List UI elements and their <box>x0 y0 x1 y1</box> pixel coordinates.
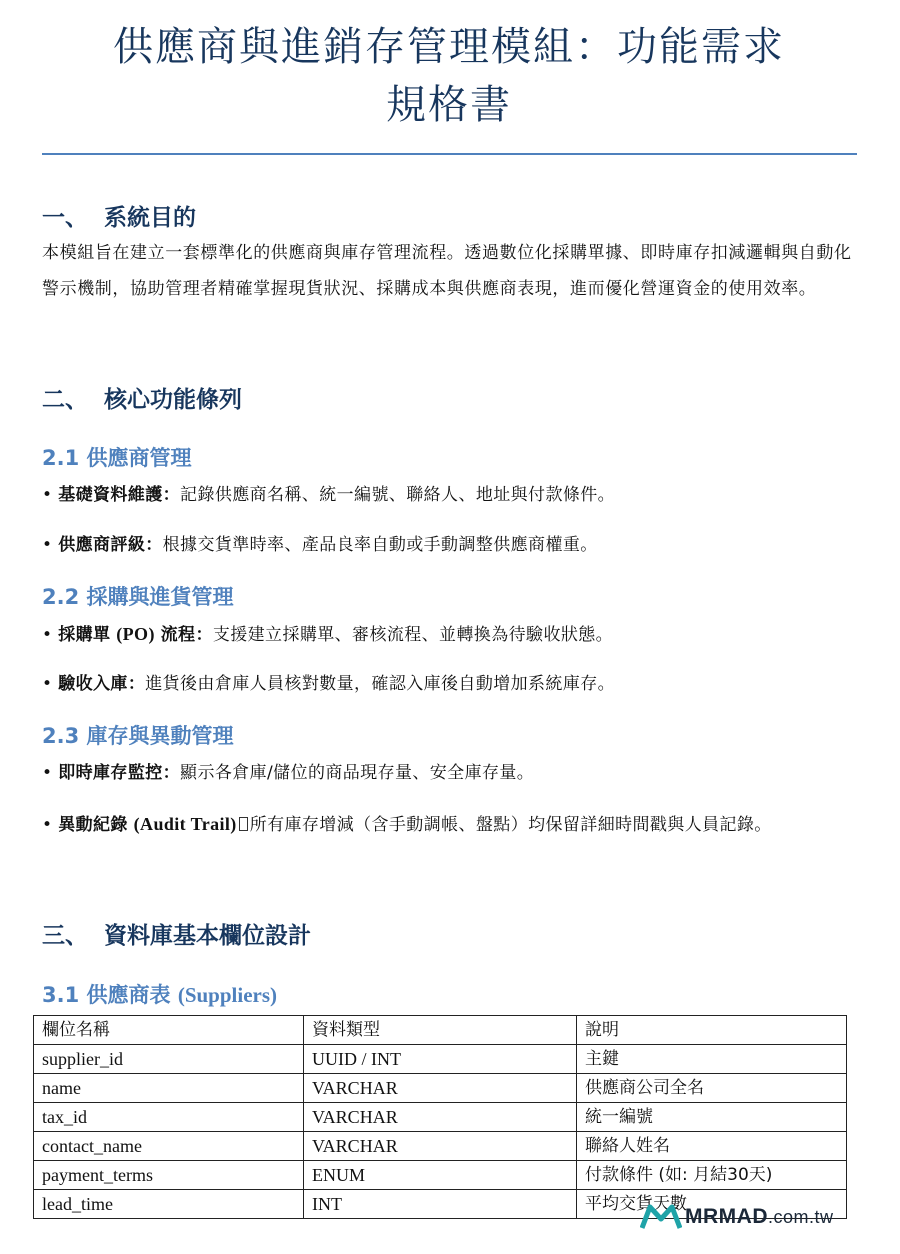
table-cell: 主鍵 <box>577 1045 847 1074</box>
table-cell: VARCHAR <box>304 1103 577 1132</box>
section-1-title: 系統目的 <box>104 205 196 231</box>
table-cell: contact_name <box>34 1132 304 1161</box>
bullet-label: 即時庫存監控： <box>58 763 181 783</box>
document-title-line1: 供應商與進銷存管理模組：功能需求 <box>113 24 785 70</box>
bullet-receiving: • 驗收入庫：進貨後由倉庫人員核對數量，確認入庫後自動增加系統庫存。 <box>42 674 616 694</box>
subsection-2-3-heading: 2.3 庫存與異動管理 <box>42 724 234 748</box>
bullet-text: 支援建立採購單、審核流程、並轉換為待驗收狀態。 <box>212 625 614 645</box>
document-title-line2: 規格書 <box>386 82 512 128</box>
bullet-text: 顯示各倉庫/儲位的商品現存量、安全庫存量。 <box>180 763 535 783</box>
table-row <box>34 1132 847 1161</box>
table-header-cell: 欄位名稱 <box>34 1016 304 1045</box>
table-cell: UUID / INT <box>304 1045 577 1074</box>
bullet-text: 進貨後由倉庫人員核對數量，確認入庫後自動增加系統庫存。 <box>145 674 616 694</box>
watermark-brand: MRMAD <box>685 1205 768 1228</box>
section-3-heading <box>42 921 311 951</box>
section-2-title: 核心功能條列 <box>104 387 242 413</box>
suppliers-table <box>33 1015 847 1219</box>
subsection-2-2-heading: 2.2 採購與進貨管理 <box>42 585 234 609</box>
document-title <box>40 18 858 134</box>
bullet-label-en: (PO) <box>116 624 155 644</box>
table-cell: supplier_id <box>34 1045 304 1074</box>
section-1-heading <box>42 203 196 233</box>
table-cell: 供應商公司全名 <box>577 1074 847 1103</box>
table-cell: VARCHAR <box>304 1074 577 1103</box>
bullet-supplier-rating: • 供應商評級：根據交貨準時率、產品良率自動或手動調整供應商權重。 <box>42 535 598 555</box>
subsection-3-1-title-en: (Suppliers) <box>177 983 278 1007</box>
missing-glyph-icon <box>239 817 248 831</box>
bullet-stock-monitor: • 即時庫存監控：顯示各倉庫/儲位的商品現存量、安全庫存量。 <box>42 763 535 783</box>
watermark <box>640 1203 834 1231</box>
table-header-cell: 說明 <box>577 1016 847 1045</box>
bullet-label: 驗收入庫： <box>58 674 146 694</box>
bullet-label: 採購單 <box>58 625 111 645</box>
table-cell: tax_id <box>34 1103 304 1132</box>
table-cell: name <box>34 1074 304 1103</box>
watermark-domain: .com.tw <box>767 1207 834 1227</box>
mrmad-logo-icon <box>640 1204 682 1230</box>
bullet-basic-data: • 基礎資料維護：記錄供應商名稱、統一編號、聯絡人、地址與付款條件。 <box>42 485 616 505</box>
bullet-text: 記錄供應商名稱、統一編號、聯絡人、地址與付款條件。 <box>180 485 616 505</box>
table-cell: 平均交貨天數 <box>577 1190 847 1219</box>
bullet-text: 所有庫存增減（含手動調帳、盤點）均保留詳細時間戳與人員記錄。 <box>249 815 772 835</box>
bullet-label-en: (Audit Trail) <box>133 814 237 834</box>
table-cell: 統一編號 <box>577 1103 847 1132</box>
bullet-label: 供應商評級： <box>58 535 163 555</box>
table-row <box>34 1074 847 1103</box>
table-row <box>34 1045 847 1074</box>
table-cell: INT <box>304 1190 577 1219</box>
bullet-label: 流程： <box>160 625 213 645</box>
table-cell: payment_terms <box>34 1161 304 1190</box>
bullet-label: 異動紀錄 <box>58 815 128 835</box>
watermark-text <box>685 1205 834 1229</box>
table-cell: lead_time <box>34 1190 304 1219</box>
bullet-po-flow: • 採購單 (PO) 流程：支援建立採購單、審核流程、並轉換為待驗收狀態。 <box>42 624 614 645</box>
table-cell: 聯絡人姓名 <box>577 1132 847 1161</box>
subsection-2-1-heading: 2.1 供應商管理 <box>42 446 192 470</box>
section-1-body: 本模組旨在建立一套標準化的供應商與庫存管理流程。透過數位化採購單據、即時庫存扣減邏輯與自動化警示機制，協助管理者精確掌握現貨狀況、採購成本與供應商表現，進而優化營運資金的使用效率。 <box>42 243 852 299</box>
bullet-audit-trail: • 異動紀錄 (Audit Trail) 所有庫存增減（含手動調帳、盤點）均保留詳細時間戳與人員記錄。 <box>42 814 772 835</box>
table-header-cell: 資料類型 <box>304 1016 577 1045</box>
table-row <box>34 1161 847 1190</box>
bullet-text: 根據交貨準時率、產品良率自動或手動調整供應商權重。 <box>162 535 598 555</box>
table-cell: 付款條件 (如: 月結30天) <box>577 1161 847 1190</box>
subsection-3-1-title: 3.1 供應商表 <box>42 983 171 1007</box>
table-row <box>34 1103 847 1132</box>
section-2-heading <box>42 385 242 415</box>
section-3-number: 三、 <box>42 923 88 949</box>
table-cell: VARCHAR <box>304 1132 577 1161</box>
section-1-number: 一、 <box>42 205 88 231</box>
subsection-3-1-heading <box>42 981 277 1009</box>
table-header-row <box>34 1016 847 1045</box>
section-2-number: 二、 <box>42 387 88 413</box>
table-cell: ENUM <box>304 1161 577 1190</box>
bullet-label: 基礎資料維護： <box>58 485 181 505</box>
section-3-title: 資料庫基本欄位設計 <box>104 923 311 949</box>
title-divider <box>42 153 857 155</box>
